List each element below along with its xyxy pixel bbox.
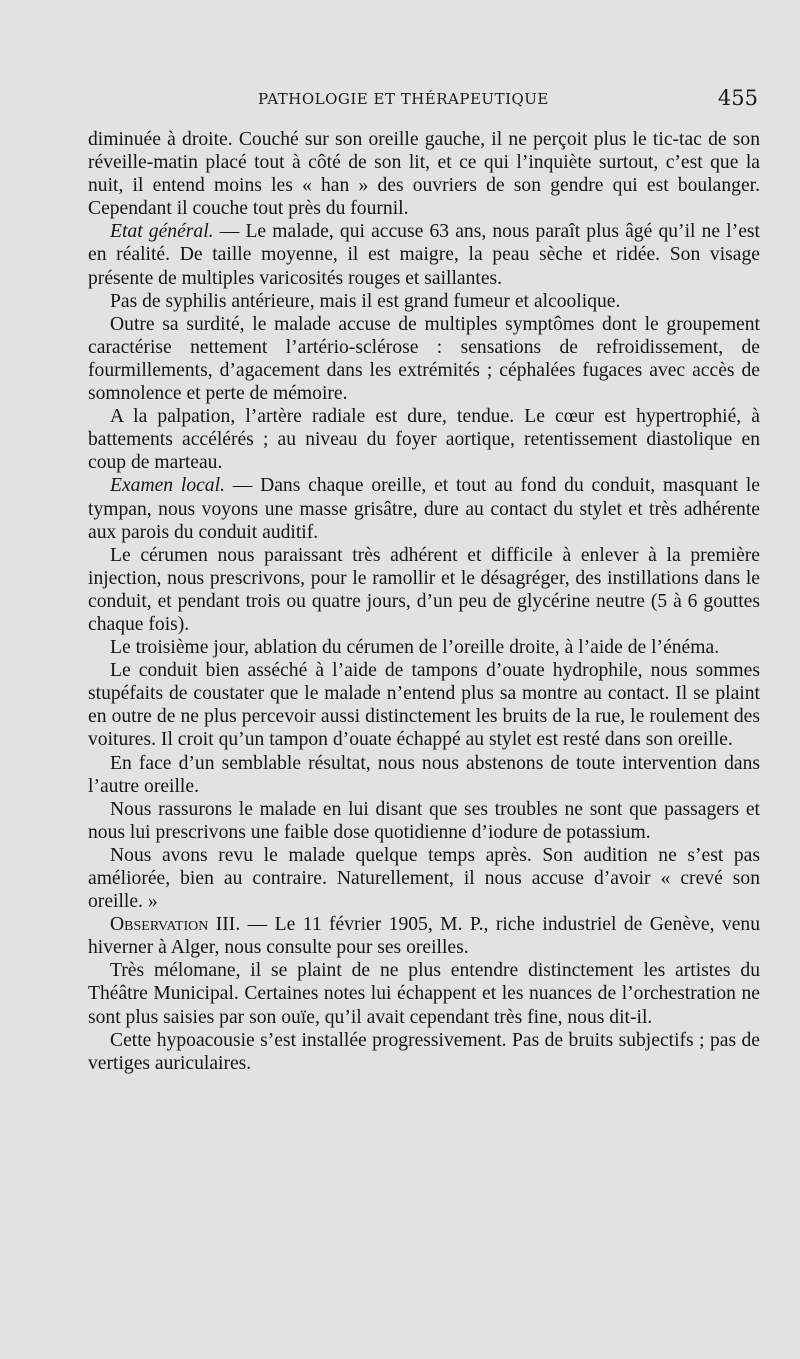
- paragraph: Nous rassurons le malade en lui disant que ses troubles ne sont que passagers et nous lui prescrivons une faible dose quotidienne d’iodure de potassium.: [88, 798, 760, 843]
- body-text: [88, 128, 760, 1075]
- paragraph: A la palpation, l’artère radiale est dure, tendue. Le cœur est hypertrophié, à battements accélérés ; au niveau du foyer aortique, retentissement diastolique en coup de marteau.: [88, 406, 760, 474]
- section-lead: Examen local.: [110, 475, 225, 497]
- running-header: [88, 86, 758, 118]
- paragraph: [88, 913, 760, 959]
- page-number: 455: [717, 86, 758, 110]
- section-lead: Etat général.: [110, 221, 214, 243]
- paragraph-text: — Dans chaque oreille, et tout au fond du conduit, masquant le tympan, nous voyons une masse grisâtre, dure au contact du stylet et très adhérente aux parois du conduit auditif.: [88, 475, 760, 543]
- paragraph: Pas de syphilis antérieure, mais il est grand fumeur et alcoolique.: [110, 290, 621, 312]
- paragraph: Nous avons revu le malade quelque temps après. Son audition ne s’est pas améliorée, bien au contraire. Naturellement, il nous accuse d’avoir « crevé son oreille. »: [88, 844, 760, 913]
- paragraph: Cette hypoacousie s’est installée progressivement. Pas de bruits subjectifs ; pas de vertiges auriculaires.: [88, 1029, 760, 1074]
- paragraph-text: — Le 11 février 1905, M. P., riche industriel de Genève, venu hiverner à Alger, nous consulte pour ses oreilles.: [88, 914, 760, 959]
- paragraph: [88, 474, 760, 543]
- paragraph: Très mélomane, il se plaint de ne plus entendre distinctement les artistes du Théâtre Municipal. Certaines notes lui échappent et les nuances de l’orchestration ne sont plus saisies par son ouïe, qu’il avait cependant très fine, nous dit-il.: [88, 960, 760, 1028]
- paragraph: Le troisième jour, ablation du cérumen de l’oreille droite, à l’aide de l’énéma.: [110, 637, 720, 659]
- paragraph: Le conduit bien asséché à l’aide de tampons d’ouate hydrophile, nous sommes stupéfaits de coustater que le malade n’entend plus sa montre au contact. Il se plaint en outre de ne plus percevoir aussi distinctement les bruits de la rue, le roulement des voitures. Il croit qu’un tampon d’ouate échappé au stylet est resté dans son oreille.: [88, 660, 760, 751]
- paragraph-text: — Le malade, qui accuse 63 ans, nous paraît plus âgé qu’il ne l’est en réalité. De taille moyenne, il est maigre, la peau sèche et ridée. Son visage présente de multiples varicosités rouges et saillantes.: [88, 221, 760, 289]
- paragraph: Outre sa surdité, le malade accuse de multiples symptômes dont le groupement caractérise nettement l’artério-sclérose : sensations de refroidissement, de fourmillements, d’agacement dans les extrémités ; céphalées fugaces avec accès de somnolence et perte de mémoire.: [88, 313, 760, 405]
- paragraph: [88, 220, 760, 289]
- paragraph: diminuée à droite. Couché sur son oreille gauche, il ne perçoit plus le tic-tac de son réveille-matin placé tout à côté de son lit, et ce qui l’inquiète surtout, c’est que la nuit, il entend moins les « han » des ouvriers de son gendre qui est boulanger. Cependant il couche tout près du fournil.: [88, 129, 760, 220]
- observation-heading: Observation III.: [110, 914, 241, 936]
- paragraph: En face d’un semblable résultat, nous nous abstenons de toute intervention dans l’autre oreille.: [88, 752, 760, 797]
- running-title: PATHOLOGIE ET THÉRAPEUTIQUE: [258, 90, 549, 108]
- paragraph: Le cérumen nous paraissant très adhérent et difficile à enlever à la première injection, nous prescrivons, pour le ramollir et le désagréger, des instillations dans le conduit, et pendant trois ou quatre jours, d’un peu de glycérine neutre (5 à 6 gouttes chaque fois).: [88, 544, 760, 635]
